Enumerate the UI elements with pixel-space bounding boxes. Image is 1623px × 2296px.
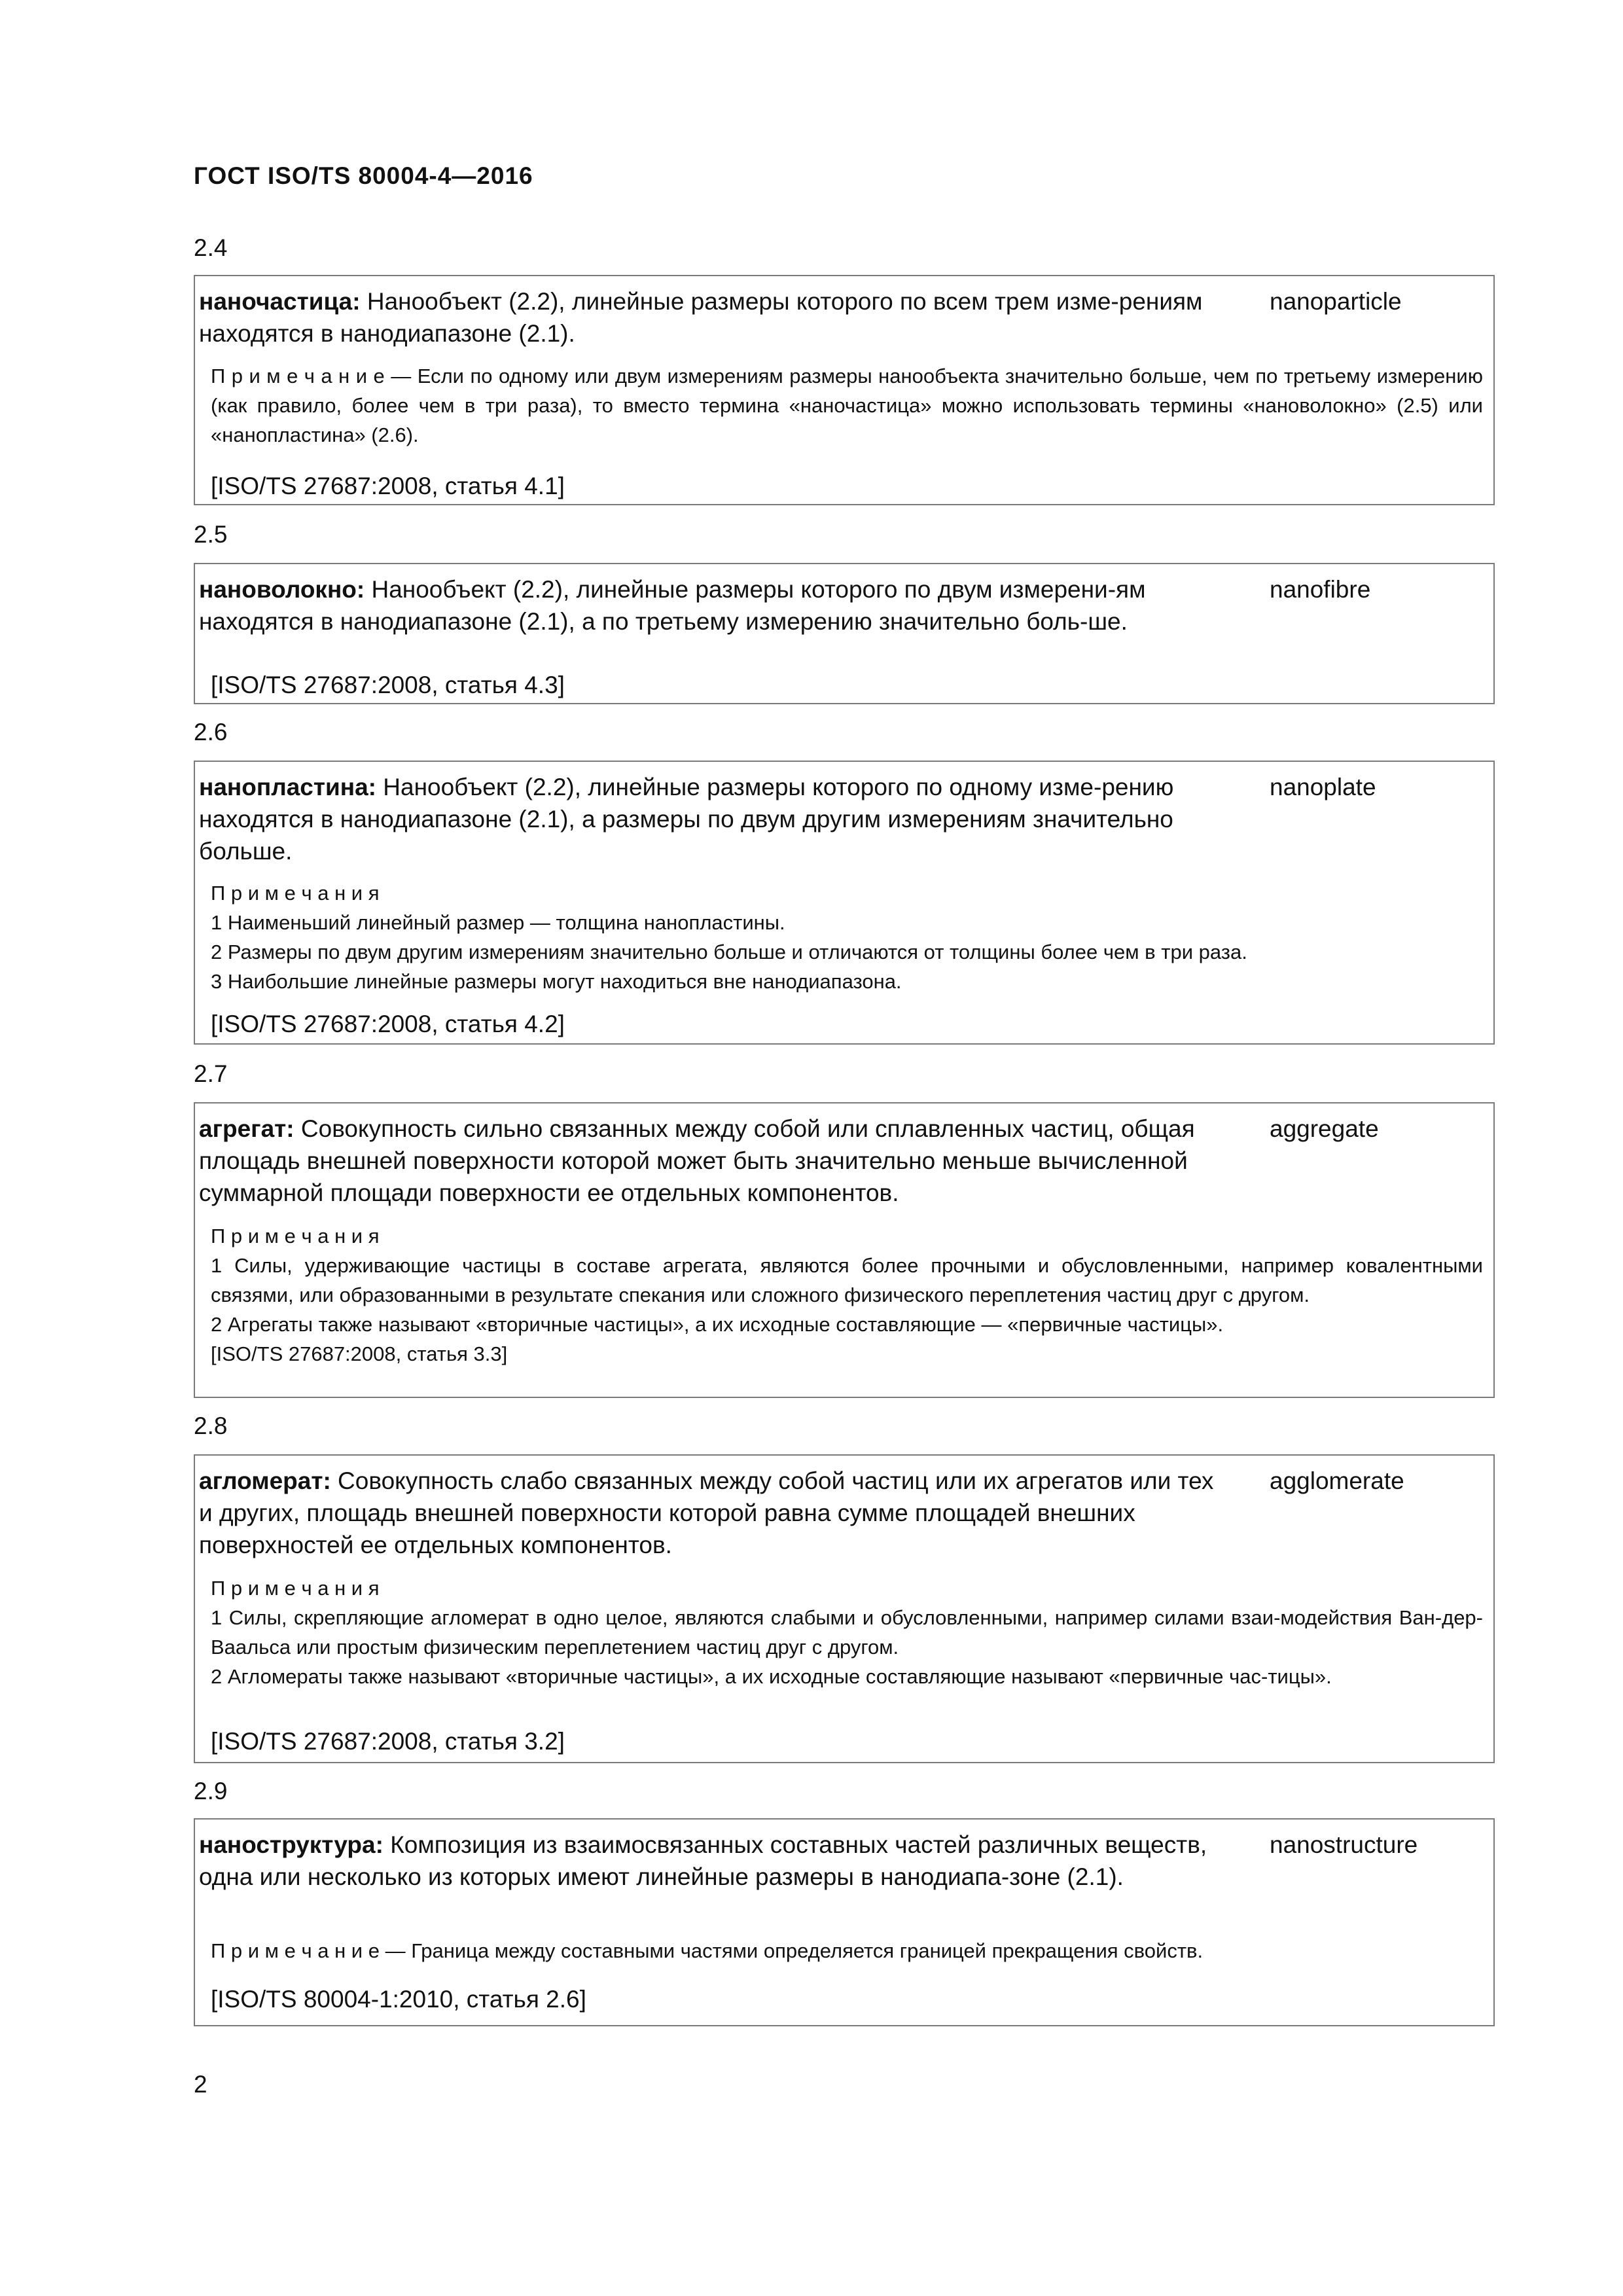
definition-text: Нанообъект (2.2), линейные размеры которого по двум измерени-ям находятся в нанодиапазоне (2.1), а по третьему измерению значительно боль-ше. xyxy=(199,576,1146,635)
english-term: agglomerate xyxy=(1270,1467,1404,1494)
note-label: П р и м е ч а н и е xyxy=(211,1939,380,1962)
entry-box-2-6 xyxy=(194,761,1495,1045)
notes-block xyxy=(211,1221,1483,1369)
term-definition xyxy=(199,1829,1416,1893)
term-name: наночастица: xyxy=(199,288,361,315)
note-item: 2 Агрегаты также называют «вторичные частицы», а их исходные составляющие — «первичные частицы». xyxy=(211,1313,1224,1336)
english-term: nanoparticle xyxy=(1270,288,1402,315)
definition-text: Нанообъект (2.2), линейные размеры которого по одному изме-рению находятся в нанодиапазоне (2.1), а размеры по двум другим измерениям значительно больше. xyxy=(199,774,1174,865)
notes-block xyxy=(211,878,1483,996)
term-definition xyxy=(199,1465,1416,1561)
term-definition xyxy=(199,285,1416,350)
entry-box-2-9 xyxy=(194,1818,1495,2026)
term-name: нановолокно: xyxy=(199,576,365,603)
entry-number: 2.5 xyxy=(194,521,228,548)
entry-number: 2.8 xyxy=(194,1412,228,1439)
definition-text: Нанообъект (2.2), линейные размеры которого по всем трем изме-рениям находятся в нанодиапазоне (2.1). xyxy=(199,288,1203,347)
term-definition xyxy=(199,1113,1416,1209)
term-name: агломерат: xyxy=(199,1467,331,1494)
english-term: nanofibre xyxy=(1270,576,1371,603)
definition-text: Совокупность слабо связанных между собой частиц или их агрегатов или тех и других, площадь внешней поверхности которой равна сумме площадей внешних поверхностей ее отдельных компонентов. xyxy=(199,1467,1214,1558)
note-item: 2 Размеры по двум другим измерениям значительно больше и отличаются от толщины более чем в три раза. xyxy=(211,941,1247,963)
source-reference: [ISO/TS 27687:2008, статья 4.3] xyxy=(211,672,565,698)
source-reference: [ISO/TS 27687:2008, статья 3.2] xyxy=(211,1728,565,1755)
english-term: nanoplate xyxy=(1270,774,1376,800)
source-reference: [ISO/TS 27687:2008, статья 3.3] xyxy=(211,1342,508,1365)
term-definition xyxy=(199,771,1416,867)
term-name: агрегат: xyxy=(199,1115,294,1142)
note-item: 1 Наименьший линейный размер — толщина нанопластины. xyxy=(211,911,785,934)
english-term: nanostructure xyxy=(1270,1831,1418,1858)
source-reference: [ISO/TS 80004-1:2010, статья 2.6] xyxy=(211,1986,586,2013)
notes-label: П р и м е ч а н и я xyxy=(211,1577,380,1600)
entry-box-2-4 xyxy=(194,275,1495,505)
document-header: ГОСТ ISO/TS 80004-4—2016 xyxy=(194,162,533,189)
source-reference: [ISO/TS 27687:2008, статья 4.2] xyxy=(211,1011,565,1037)
entry-number: 2.6 xyxy=(194,719,228,745)
definition-text: Совокупность сильно связанных между собой или сплавленных частиц, общая площадь внешней поверхности которой может быть значительно меньше вычисленной суммарной площади поверхности ее отдельных компонентов. xyxy=(199,1115,1195,1206)
page-number: 2 xyxy=(194,2071,207,2098)
entry-number: 2.9 xyxy=(194,1778,228,1804)
note-item: 3 Наибольшие линейные размеры могут находиться вне нанодиапазона. xyxy=(211,970,902,993)
entry-box-2-7 xyxy=(194,1102,1495,1398)
english-term: aggregate xyxy=(1270,1115,1379,1142)
definition-text: Композиция из взаимосвязанных составных частей различных веществ, одна или несколько из которых имеют линейные размеры в нанодиапа-зоне (2.1). xyxy=(199,1831,1207,1890)
notes-label: П р и м е ч а н и я xyxy=(211,882,380,905)
note xyxy=(211,361,1483,450)
notes-block xyxy=(211,1573,1483,1691)
entry-box-2-8 xyxy=(194,1454,1495,1763)
source-reference: [ISO/TS 27687:2008, статья 4.1] xyxy=(211,473,565,499)
term-definition xyxy=(199,573,1416,637)
note-item: 2 Агломераты также называют «вторичные частицы», а их исходные составляющие называют «первичные час-тицы». xyxy=(211,1665,1332,1688)
notes-label: П р и м е ч а н и я xyxy=(211,1225,380,1247)
note-text: — Граница между составными частями определяется границей прекращения свойств. xyxy=(385,1939,1204,1962)
note xyxy=(211,1936,1483,1965)
note-label: П р и м е ч а н и е xyxy=(211,365,385,387)
note-text: — Если по одному или двум измерениям размеры нанообъекта значительно больше, чем по третьему измерению (как правило, более чем в три раза), то вместо термина «наночастица» можно использовать термины «нановолокно» (2.5) или «нанопластина» (2.6). xyxy=(211,365,1483,446)
entry-box-2-5 xyxy=(194,563,1495,704)
entry-number: 2.7 xyxy=(194,1060,228,1087)
term-name: наноструктура: xyxy=(199,1831,383,1858)
note-item: 1 Силы, удерживающие частицы в составе агрегата, являются более прочными и обусловленными, например ковалентными связями, или образованными в результате спекания или сложного физического переплетения частиц друг с другом. xyxy=(211,1254,1483,1306)
term-name: нанопластина: xyxy=(199,774,376,800)
note-item: 1 Силы, скрепляющие агломерат в одно целое, являются слабыми и обусловленными, например силами взаи-модействия Ван-дер-Ваальса или простым физическим переплетением частиц друг с другом. xyxy=(211,1606,1483,1659)
entry-number: 2.4 xyxy=(194,234,228,261)
